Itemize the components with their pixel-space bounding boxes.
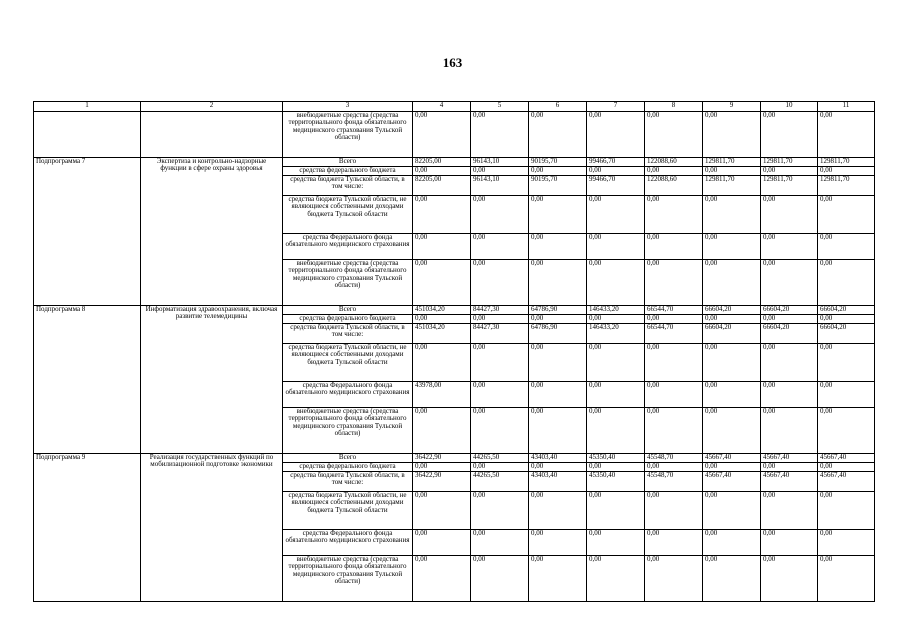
value-cell: 0,00 <box>529 492 587 530</box>
value-cell: 36422,90 <box>413 454 471 463</box>
value-cell: 451034,20 <box>413 324 471 344</box>
source-cell: средства федерального бюджета <box>283 167 413 176</box>
value-cell: 0,00 <box>471 196 529 234</box>
value-cell: 0,00 <box>587 463 645 472</box>
table-row <box>34 454 875 463</box>
value-cell: 45667,40 <box>703 454 761 463</box>
value-cell: 0,00 <box>761 196 818 234</box>
value-cell: 0,00 <box>587 112 645 158</box>
source-cell: Всего <box>283 158 413 167</box>
value-cell: 66604,20 <box>703 324 761 344</box>
value-cell: 122088,60 <box>645 176 703 196</box>
value-cell: 0,00 <box>471 112 529 158</box>
source-cell: средства бюджета Тульской области, в том числе: <box>283 176 413 196</box>
value-cell: 0,00 <box>413 260 471 306</box>
value-cell: 0,00 <box>703 408 761 454</box>
value-cell: 0,00 <box>471 234 529 260</box>
value-cell: 0,00 <box>703 556 761 602</box>
value-cell: 45548,70 <box>645 454 703 463</box>
subprogram-label: Подпрограмма 7 <box>34 158 141 306</box>
value-cell: 0,00 <box>529 408 587 454</box>
value-cell: 0,00 <box>529 167 587 176</box>
value-cell: 0,00 <box>761 260 818 306</box>
value-cell: 0,00 <box>645 315 703 324</box>
value-cell: 43403,40 <box>529 454 587 463</box>
value-cell: 0,00 <box>645 260 703 306</box>
source-cell: средства бюджета Тульской области, не являющиеся собственными доходами бюджета Тульской области <box>283 196 413 234</box>
value-cell: 0,00 <box>471 556 529 602</box>
column-header: 3 <box>283 102 413 112</box>
value-cell: 129811,70 <box>703 158 761 167</box>
value-cell: 0,00 <box>761 556 818 602</box>
value-cell: 0,00 <box>645 530 703 556</box>
source-cell: средства бюджета Тульской области, в том числе: <box>283 324 413 344</box>
value-cell: 0,00 <box>529 556 587 602</box>
value-cell: 0,00 <box>645 344 703 382</box>
value-cell: 96143,10 <box>471 176 529 196</box>
value-cell: 0,00 <box>413 492 471 530</box>
value-cell: 0,00 <box>818 234 875 260</box>
value-cell: 45667,40 <box>761 454 818 463</box>
value-cell: 0,00 <box>645 167 703 176</box>
column-header-row <box>34 102 875 112</box>
value-cell: 0,00 <box>471 530 529 556</box>
value-cell: 146433,20 <box>587 324 645 344</box>
value-cell: 0,00 <box>818 556 875 602</box>
value-cell: 0,00 <box>761 234 818 260</box>
value-cell: 64786,90 <box>529 306 587 315</box>
source-cell: средства бюджета Тульской области, не являющиеся собственными доходами бюджета Тульской области <box>283 344 413 382</box>
value-cell: 0,00 <box>703 112 761 158</box>
source-cell: средства федерального бюджета <box>283 315 413 324</box>
value-cell: 0,00 <box>413 234 471 260</box>
value-cell: 0,00 <box>761 408 818 454</box>
value-cell: 0,00 <box>529 260 587 306</box>
value-cell: 0,00 <box>703 463 761 472</box>
value-cell: 96143,10 <box>471 158 529 167</box>
value-cell: 0,00 <box>529 530 587 556</box>
value-cell: 45667,40 <box>761 472 818 492</box>
column-header: 8 <box>645 102 703 112</box>
value-cell: 82205,00 <box>413 176 471 196</box>
source-cell: средства Федерального фонда обязательного медицинского страхования <box>283 234 413 260</box>
value-cell: 0,00 <box>471 408 529 454</box>
value-cell: 0,00 <box>413 463 471 472</box>
value-cell: 0,00 <box>761 112 818 158</box>
value-cell: 0,00 <box>703 196 761 234</box>
value-cell: 45667,40 <box>703 472 761 492</box>
subprogram-name: Экспертиза и контрольно-надзорные функции в сфере охраны здоровья <box>141 158 283 306</box>
value-cell: 0,00 <box>529 196 587 234</box>
value-cell: 0,00 <box>413 112 471 158</box>
value-cell: 0,00 <box>703 167 761 176</box>
value-cell: 0,00 <box>471 463 529 472</box>
value-cell: 0,00 <box>761 315 818 324</box>
value-cell: 43978,00 <box>413 382 471 408</box>
source-cell: внебюджетные средства (средства территориального фонда обязательного медицинского страхования Тульской области) <box>283 556 413 602</box>
source-cell: средства бюджета Тульской области, в том числе: <box>283 472 413 492</box>
value-cell: 0,00 <box>818 463 875 472</box>
source-cell: Всего <box>283 454 413 463</box>
value-cell: 66604,20 <box>818 306 875 315</box>
value-cell: 0,00 <box>703 492 761 530</box>
table-body <box>34 102 875 602</box>
value-cell: 0,00 <box>818 167 875 176</box>
value-cell: 129811,70 <box>761 176 818 196</box>
subprogram-label: Подпрограмма 8 <box>34 306 141 454</box>
value-cell: 0,00 <box>818 530 875 556</box>
value-cell: 45548,70 <box>645 472 703 492</box>
value-cell: 90195,70 <box>529 176 587 196</box>
value-cell: 0,00 <box>587 530 645 556</box>
value-cell: 0,00 <box>471 492 529 530</box>
value-cell: 66604,20 <box>761 306 818 315</box>
value-cell: 64786,90 <box>529 324 587 344</box>
value-cell: 36422,90 <box>413 472 471 492</box>
value-cell: 0,00 <box>587 167 645 176</box>
value-cell: 0,00 <box>471 344 529 382</box>
column-header: 10 <box>761 102 818 112</box>
value-cell: 0,00 <box>413 196 471 234</box>
column-header: 2 <box>141 102 283 112</box>
source-cell: Всего <box>283 306 413 315</box>
value-cell: 45667,40 <box>818 454 875 463</box>
value-cell: 0,00 <box>471 382 529 408</box>
subprogram-label: Подпрограмма 9 <box>34 454 141 602</box>
table-row <box>34 158 875 167</box>
value-cell: 99466,70 <box>587 176 645 196</box>
value-cell: 0,00 <box>587 556 645 602</box>
value-cell: 66604,20 <box>703 306 761 315</box>
column-header: 9 <box>703 102 761 112</box>
value-cell: 0,00 <box>703 344 761 382</box>
column-header: 5 <box>471 102 529 112</box>
empty-cell <box>141 112 283 158</box>
value-cell: 45350,40 <box>587 454 645 463</box>
value-cell: 129811,70 <box>818 176 875 196</box>
value-cell: 66604,20 <box>761 324 818 344</box>
value-cell: 0,00 <box>529 382 587 408</box>
value-cell: 84427,30 <box>471 324 529 344</box>
column-header: 6 <box>529 102 587 112</box>
value-cell: 129811,70 <box>761 158 818 167</box>
value-cell: 0,00 <box>645 382 703 408</box>
value-cell: 0,00 <box>413 315 471 324</box>
value-cell: 0,00 <box>471 315 529 324</box>
value-cell: 0,00 <box>645 408 703 454</box>
value-cell: 43403,40 <box>529 472 587 492</box>
value-cell: 0,00 <box>587 260 645 306</box>
value-cell: 0,00 <box>529 463 587 472</box>
value-cell: 0,00 <box>761 167 818 176</box>
value-cell: 0,00 <box>471 260 529 306</box>
subprogram-name: Реализация государственных функций по мобилизационной подготовке экономики <box>141 454 283 602</box>
value-cell: 0,00 <box>645 463 703 472</box>
source-cell: средства Федерального фонда обязательного медицинского страхования <box>283 382 413 408</box>
value-cell: 0,00 <box>703 315 761 324</box>
value-cell: 0,00 <box>413 344 471 382</box>
value-cell: 0,00 <box>818 260 875 306</box>
value-cell: 0,00 <box>818 315 875 324</box>
value-cell: 0,00 <box>703 530 761 556</box>
value-cell: 82205,00 <box>413 158 471 167</box>
value-cell: 0,00 <box>471 167 529 176</box>
value-cell: 0,00 <box>818 112 875 158</box>
value-cell: 0,00 <box>587 344 645 382</box>
value-cell: 0,00 <box>413 556 471 602</box>
column-header: 1 <box>34 102 141 112</box>
budget-table <box>33 101 875 602</box>
source-cell: внебюджетные средства (средства территориального фонда обязательного медицинского страхования Тульской области) <box>283 260 413 306</box>
value-cell: 0,00 <box>587 408 645 454</box>
value-cell: 0,00 <box>761 382 818 408</box>
subprogram-name: Информатизация здравоохранения, включая развитие телемедицины <box>141 306 283 454</box>
carryover-row <box>34 112 875 158</box>
page-number: 163 <box>442 55 463 70</box>
value-cell: 0,00 <box>587 196 645 234</box>
value-cell: 0,00 <box>703 260 761 306</box>
value-cell: 66604,20 <box>818 324 875 344</box>
value-cell: 0,00 <box>587 234 645 260</box>
value-cell: 0,00 <box>587 315 645 324</box>
value-cell: 122088,60 <box>645 158 703 167</box>
value-cell: 45350,40 <box>587 472 645 492</box>
value-cell: 45667,40 <box>818 472 875 492</box>
value-cell: 90195,70 <box>529 158 587 167</box>
source-cell: средства Федерального фонда обязательного медицинского страхования <box>283 530 413 556</box>
value-cell: 0,00 <box>818 408 875 454</box>
value-cell: 0,00 <box>818 382 875 408</box>
value-cell: 0,00 <box>761 344 818 382</box>
value-cell: 0,00 <box>529 315 587 324</box>
value-cell: 0,00 <box>413 408 471 454</box>
source-cell: средства бюджета Тульской области, не являющиеся собственными доходами бюджета Тульской области <box>283 492 413 530</box>
table-row <box>34 306 875 315</box>
column-header: 11 <box>818 102 875 112</box>
value-cell: 99466,70 <box>587 158 645 167</box>
value-cell: 0,00 <box>587 382 645 408</box>
value-cell: 0,00 <box>413 167 471 176</box>
column-header: 7 <box>587 102 645 112</box>
value-cell: 0,00 <box>413 530 471 556</box>
column-header: 4 <box>413 102 471 112</box>
value-cell: 66544,70 <box>645 324 703 344</box>
value-cell: 0,00 <box>645 556 703 602</box>
value-cell: 129811,70 <box>818 158 875 167</box>
value-cell: 451034,20 <box>413 306 471 315</box>
value-cell: 0,00 <box>529 112 587 158</box>
value-cell: 0,00 <box>818 344 875 382</box>
value-cell: 0,00 <box>761 530 818 556</box>
value-cell: 0,00 <box>587 492 645 530</box>
value-cell: 0,00 <box>645 112 703 158</box>
value-cell: 0,00 <box>703 234 761 260</box>
value-cell: 0,00 <box>645 196 703 234</box>
value-cell: 146433,20 <box>587 306 645 315</box>
value-cell: 44265,50 <box>471 472 529 492</box>
source-cell: внебюджетные средства (средства территориального фонда обязательного медицинского страхования Тульской области) <box>283 408 413 454</box>
value-cell: 0,00 <box>761 463 818 472</box>
value-cell: 0,00 <box>703 382 761 408</box>
value-cell: 129811,70 <box>703 176 761 196</box>
value-cell: 0,00 <box>761 492 818 530</box>
value-cell: 0,00 <box>818 196 875 234</box>
value-cell: 44265,50 <box>471 454 529 463</box>
empty-cell <box>34 112 141 158</box>
value-cell: 0,00 <box>529 234 587 260</box>
value-cell: 84427,30 <box>471 306 529 315</box>
source-cell: внебюджетные средства (средства территориального фонда обязательного медицинского страхования Тульской области) <box>283 112 413 158</box>
value-cell: 0,00 <box>645 492 703 530</box>
value-cell: 0,00 <box>529 344 587 382</box>
value-cell: 0,00 <box>818 492 875 530</box>
value-cell: 0,00 <box>645 234 703 260</box>
source-cell: средства федерального бюджета <box>283 463 413 472</box>
value-cell: 66544,70 <box>645 306 703 315</box>
